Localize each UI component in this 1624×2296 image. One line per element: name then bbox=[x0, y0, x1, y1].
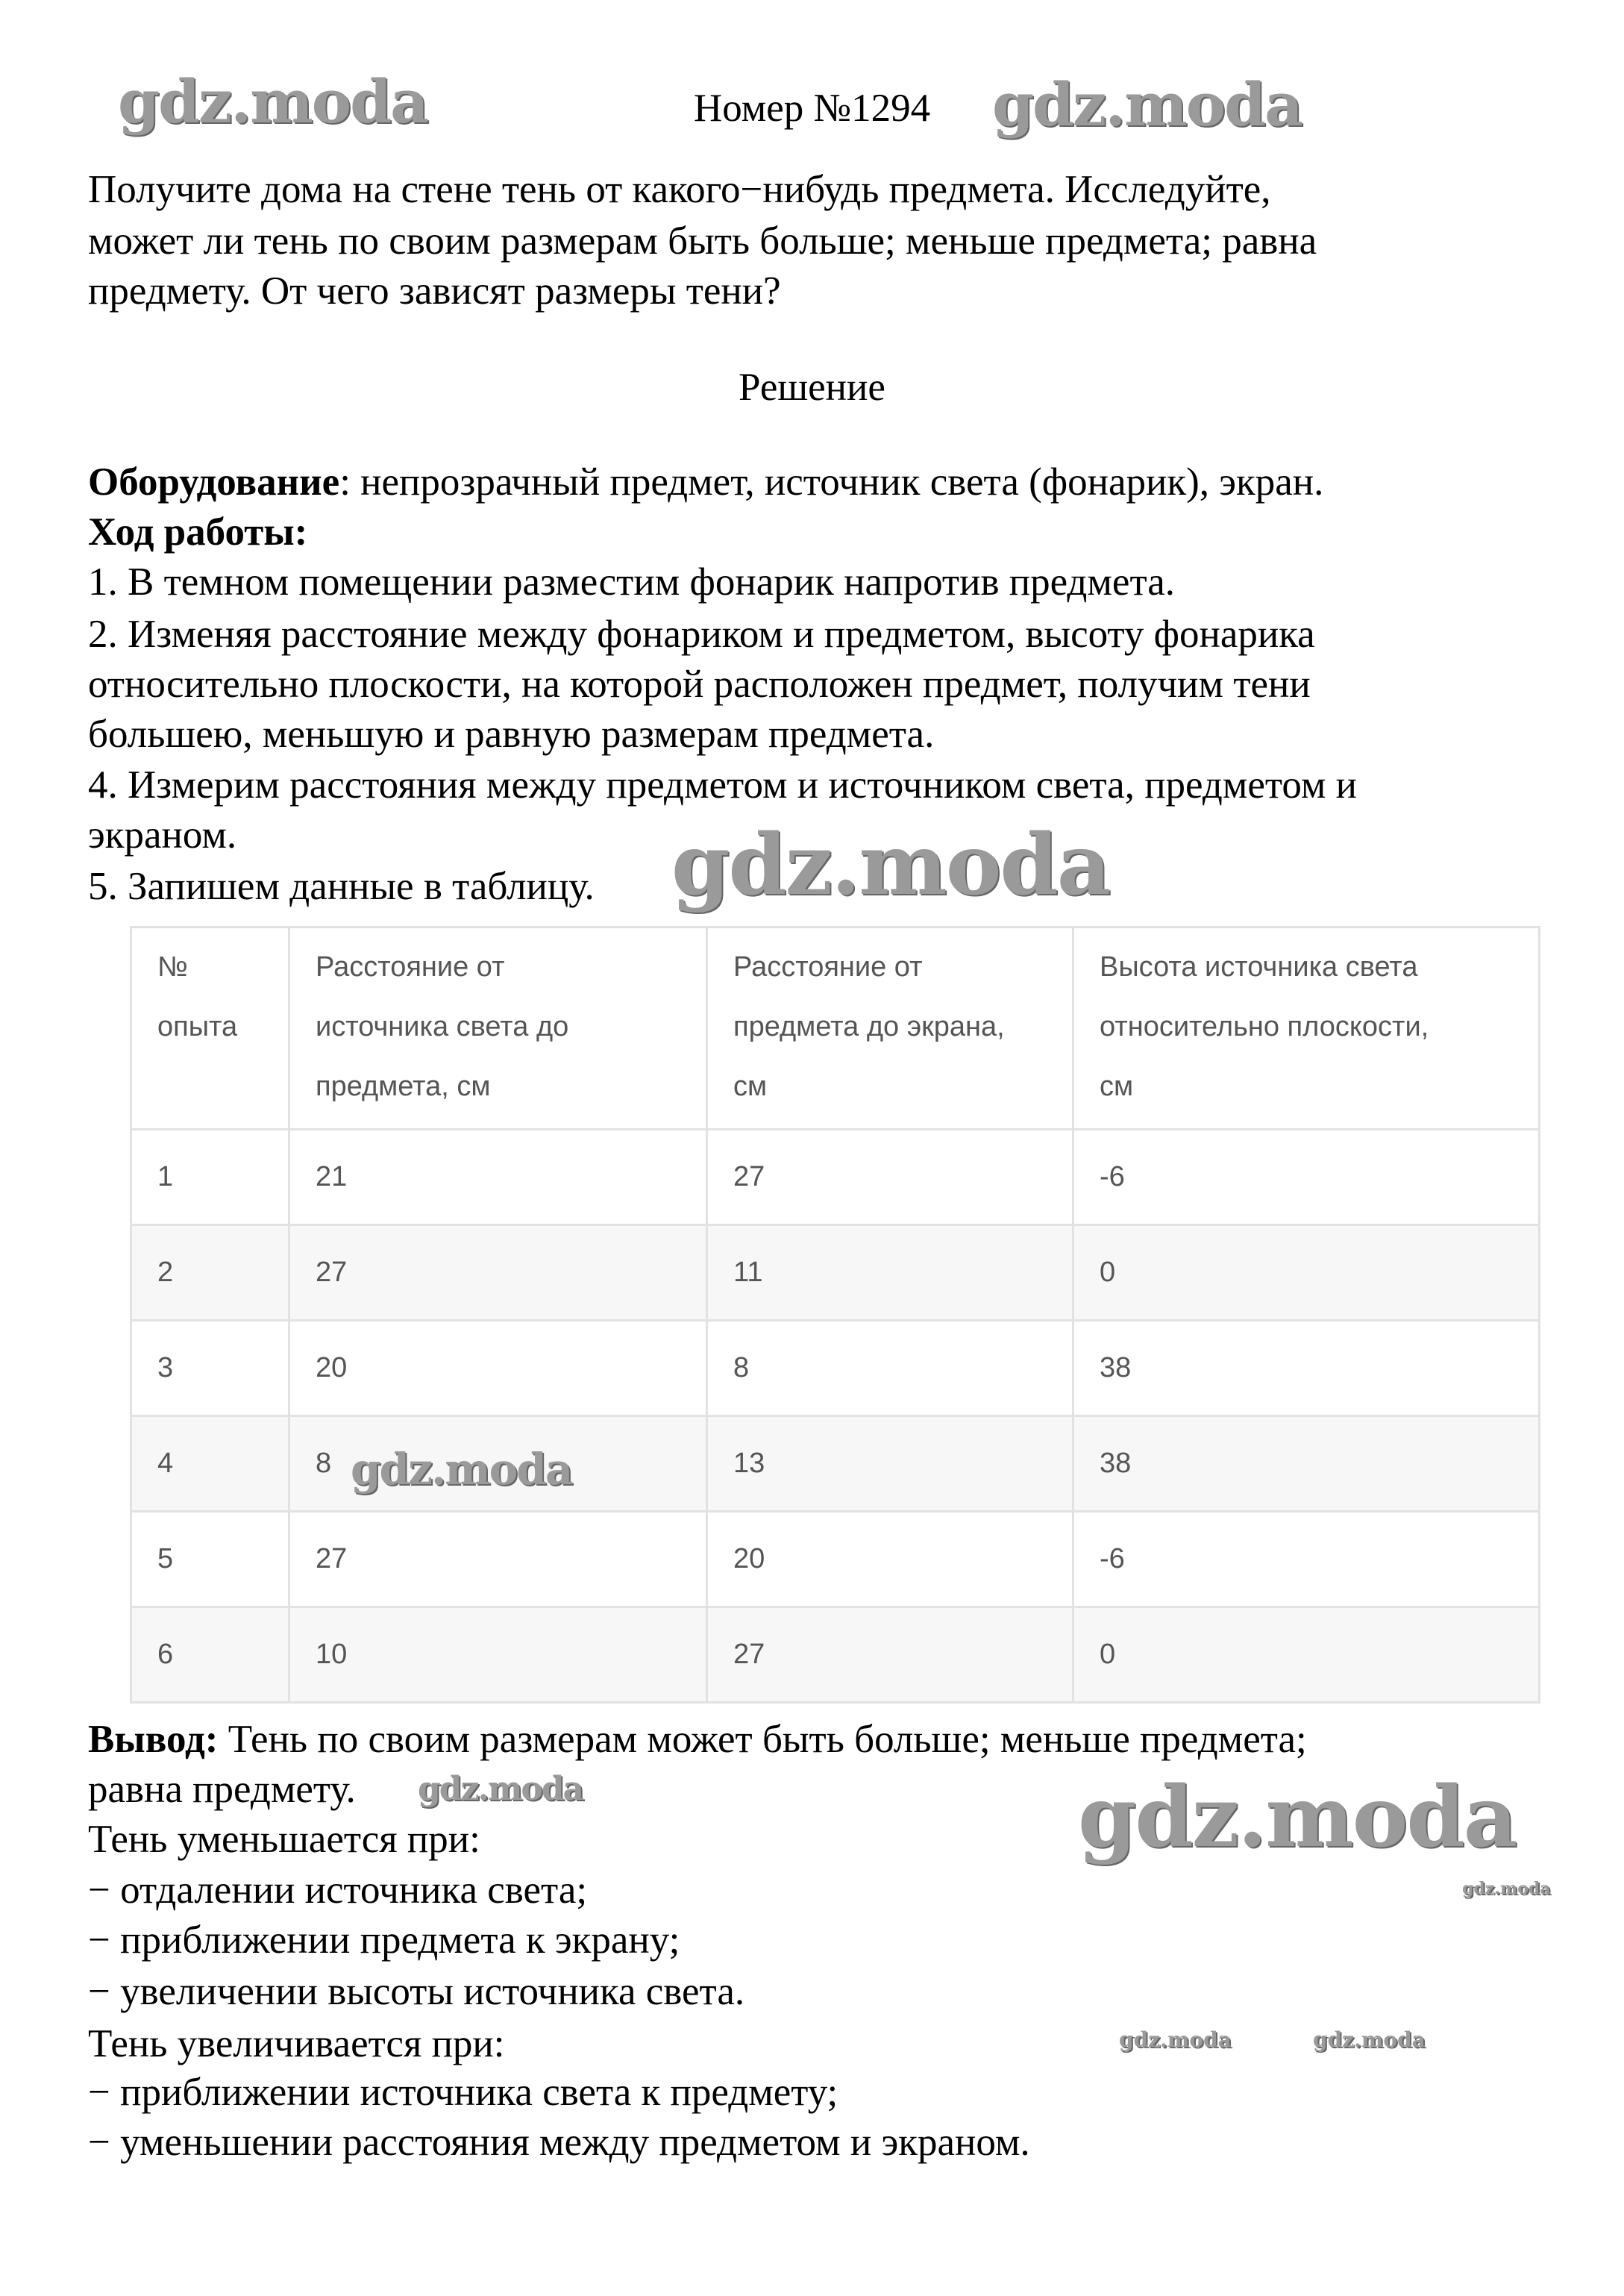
cell: 38 bbox=[1073, 1416, 1540, 1512]
cell: 8 bbox=[707, 1321, 1073, 1416]
solution-heading: Решение bbox=[739, 366, 885, 409]
cell: 6 bbox=[131, 1607, 289, 1703]
conclusion-line: Тень увеличивается при: bbox=[88, 2022, 505, 2065]
table-header-row bbox=[131, 928, 1540, 1130]
conclusion-line: − отдалении источника света; bbox=[88, 1868, 588, 1912]
cell: 20 bbox=[707, 1512, 1073, 1607]
conclusion-line: − приближении предмета к экрану; bbox=[88, 1918, 680, 1962]
header-source-height: Высота источника света относительно плоскости, см bbox=[1073, 928, 1540, 1130]
cell: 1 bbox=[131, 1130, 289, 1225]
table-row bbox=[131, 1130, 1540, 1225]
cell: 5 bbox=[131, 1512, 289, 1607]
conclusion-line: Тень уменьшается при: bbox=[88, 1818, 480, 1861]
table-row bbox=[131, 1512, 1540, 1607]
header-experiment-number: № опыта bbox=[131, 928, 289, 1130]
problem-line: Получите дома на стене тень от какого−нибудь предмета. Исследуйте, bbox=[88, 168, 1271, 211]
watermark: gdz.moda bbox=[1078, 1768, 1517, 1866]
cell: 3 bbox=[131, 1321, 289, 1416]
equipment-text: : непрозрачный предмет, источник света (фонарик), экран. bbox=[339, 460, 1324, 504]
watermark: gdz.moda bbox=[671, 816, 1110, 914]
cell: 8 bbox=[289, 1416, 707, 1512]
cell: -6 bbox=[1073, 1130, 1540, 1225]
cell: 2 bbox=[131, 1225, 289, 1321]
equipment-line bbox=[88, 457, 1323, 507]
watermark: gdz.moda bbox=[992, 69, 1302, 140]
page-title: Номер №1294 bbox=[693, 87, 931, 130]
watermark: gdz.moda bbox=[1313, 2027, 1426, 2052]
cell: 21 bbox=[289, 1130, 707, 1225]
conclusion-line: − увеличении высоты источника света. bbox=[88, 1970, 745, 2013]
cell: 27 bbox=[289, 1225, 707, 1321]
conclusion-text: Тень по своим размерам может быть больше; меньше предмета; bbox=[218, 1718, 1307, 1761]
table-row bbox=[131, 1607, 1540, 1703]
header-source-distance: Расстояние от источника света до предмета, см bbox=[289, 928, 707, 1130]
procedure-label: Ход работы: bbox=[88, 510, 308, 554]
step-line: 4. Измерим расстояния между предметом и источником света, предметом и bbox=[88, 763, 1358, 807]
table-row bbox=[131, 1416, 1540, 1512]
step-line: 5. Запишем данные в таблицу. bbox=[88, 865, 595, 908]
table-row bbox=[131, 1321, 1540, 1416]
cell: -6 bbox=[1073, 1512, 1540, 1607]
step-line: относительно плоскости, на которой расположен предмет, получим тени bbox=[88, 663, 1311, 706]
table-row bbox=[131, 1225, 1540, 1321]
cell: 0 bbox=[1073, 1607, 1540, 1703]
cell: 38 bbox=[1073, 1321, 1540, 1416]
problem-line: предмету. От чего зависят размеры тени? bbox=[88, 269, 781, 313]
conclusion-line bbox=[88, 1714, 1307, 1765]
step-line: большею, меньшую и равную размерам предмета. bbox=[88, 713, 935, 756]
problem-line: может ли тень по своим размерам быть больше; меньше предмета; равна bbox=[88, 219, 1317, 263]
cell: 27 bbox=[289, 1512, 707, 1607]
conclusion-label: Вывод: bbox=[88, 1718, 219, 1761]
watermark: gdz.moda bbox=[1119, 2027, 1232, 2052]
step-line: 2. Изменяя расстояние между фонариком и предметом, высоту фонарика bbox=[88, 613, 1315, 656]
step-line: экраном. bbox=[88, 813, 237, 857]
data-table bbox=[130, 926, 1540, 1704]
watermark: gdz.moda bbox=[1462, 1879, 1551, 1898]
conclusion-line: − приближении источника света к предмету; bbox=[88, 2071, 838, 2114]
cell: 13 bbox=[707, 1416, 1073, 1512]
header-screen-distance: Расстояние от предмета до экрана, см bbox=[707, 928, 1073, 1130]
cell: 27 bbox=[707, 1607, 1073, 1703]
watermark: gdz.moda bbox=[118, 66, 427, 137]
cell: 4 bbox=[131, 1416, 289, 1512]
cell: 11 bbox=[707, 1225, 1073, 1321]
cell: 10 bbox=[289, 1607, 707, 1703]
conclusion-line: равна предмету. bbox=[88, 1768, 356, 1811]
cell: 20 bbox=[289, 1321, 707, 1416]
conclusion-line: − уменьшении расстояния между предметом и экраном. bbox=[88, 2121, 1030, 2164]
cell: 0 bbox=[1073, 1225, 1540, 1321]
watermark: gdz.moda bbox=[418, 1770, 583, 1808]
step-line: 1. В темном помещении разместим фонарик напротив предмета. bbox=[88, 560, 1176, 604]
equipment-label: Оборудование bbox=[88, 460, 340, 504]
watermark: gdz.moda bbox=[351, 1444, 572, 1495]
cell: 27 bbox=[707, 1130, 1073, 1225]
